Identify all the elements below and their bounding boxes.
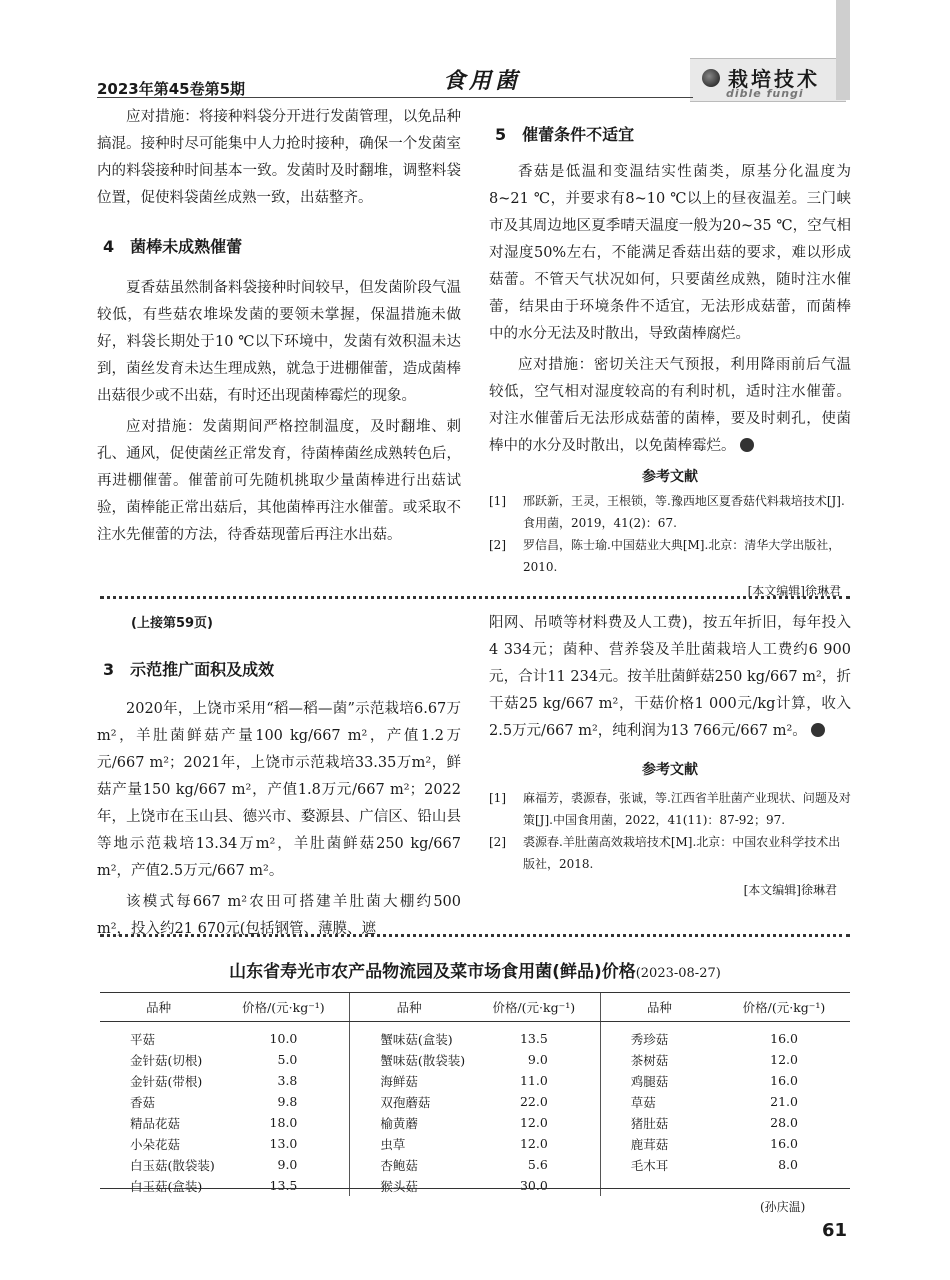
variety-name: 猴头菇: [350, 1175, 468, 1196]
reference-number: [2]: [489, 538, 506, 552]
continued-from-note: (上接第59页): [131, 616, 213, 631]
price-table-title: [100, 957, 850, 982]
table-row: [100, 1022, 850, 1050]
section-3-heading: 3 示范推广面积及成效: [103, 660, 275, 679]
table-credit: (孙庆温): [760, 1200, 806, 1214]
variety-price: 12.0: [770, 1052, 798, 1067]
reference-text: 罗信昌，陈士瑜.中国菇业大典[M].北京：清华大学出版社，2010.: [523, 538, 841, 574]
price-table: [100, 992, 850, 1196]
variety-price: 16.0: [770, 1136, 798, 1151]
header-rule: [97, 97, 693, 98]
variety-name: 香菇: [130, 1094, 156, 1110]
variety-price: 9.0: [527, 1052, 548, 1067]
variety-price: 16.0: [770, 1031, 798, 1046]
reference-number: [1]: [489, 494, 506, 508]
editor-note: [本文编辑]徐琳君: [747, 584, 841, 598]
col-price-header: 价格/(元·kg⁻¹): [217, 993, 350, 1022]
variety-name: 毛木耳: [600, 1154, 718, 1175]
price-table-date: (2023-08-27): [635, 966, 721, 981]
mushroom-logo-icon: [702, 69, 720, 87]
variety-price: 30.0: [519, 1178, 548, 1193]
end-mark-icon: [740, 438, 754, 452]
editor-note: [本文编辑]徐琳君: [743, 883, 837, 897]
table-row: [100, 1049, 850, 1070]
left-top-paragraph-2: 夏香菇虽然制备料袋接种时间较早，但发菌阶段气温较低，有些菇农堆垛发菌的要领未掌握，保温措施未做好，料袋长期处于10 ℃以下环境中，发菌有效积温未达到，菌丝发育未达生理成熟，就急于进棚催蕾，造成菌棒出菇很少或不出菇，有时还出现菌棒霉烂的现象。: [97, 280, 461, 404]
variety-name: 精品花菇: [130, 1115, 181, 1131]
col-name-header: 品种: [600, 993, 718, 1022]
reference-number: [2]: [489, 835, 506, 849]
section-4-heading: 4 菌棒未成熟催蕾: [103, 237, 243, 256]
dotted-divider: [100, 596, 850, 599]
column-edge-bar: [836, 0, 850, 100]
variety-price: 12.0: [519, 1115, 548, 1130]
variety-name: 杏鲍菇: [350, 1154, 468, 1175]
column-title: 栽培技术: [728, 67, 820, 91]
variety-name: 虫草: [350, 1133, 468, 1154]
section-5-heading: 5 催蕾条件不适宜: [495, 125, 635, 144]
variety-name: 秀珍菇: [600, 1022, 718, 1050]
left-bottom-paragraph-2: 该模式每667 m²农田可搭建羊肚菌大棚约500 m²，投入约21 670元(包括钢管、薄膜、遮: [97, 894, 461, 937]
variety-price: 16.0: [770, 1073, 798, 1088]
variety-price: 5.6: [527, 1157, 548, 1172]
variety-name: 小朵花菇: [130, 1136, 181, 1152]
reference-item: [489, 787, 851, 831]
variety-name: 金针菇(切根): [130, 1052, 203, 1068]
variety-name: [600, 1175, 718, 1196]
col-name-header: 品种: [350, 993, 468, 1022]
variety-name: 鹿茸菇: [600, 1133, 718, 1154]
references-title: 参考文献: [642, 469, 698, 485]
variety-name: 金针菇(带根): [130, 1073, 203, 1089]
variety-name: 海鲜菇: [350, 1070, 468, 1091]
page-number: 61: [822, 1220, 848, 1241]
variety-name: 平菇: [130, 1031, 156, 1047]
variety-price: 22.0: [519, 1094, 548, 1109]
variety-name: 双孢蘑菇: [350, 1091, 468, 1112]
variety-name: 蟹味菇(盒装): [350, 1022, 468, 1050]
col-name-header: 品种: [100, 993, 217, 1022]
variety-name: 茶树菇: [600, 1049, 718, 1070]
variety-name: 白玉菇(散袋装): [130, 1157, 215, 1173]
variety-name: 榆黄蘑: [350, 1112, 468, 1133]
table-row: [100, 1133, 850, 1154]
column-badge: [690, 58, 846, 102]
variety-price: 28.0: [770, 1115, 798, 1130]
variety-name: 猪肚菇: [600, 1112, 718, 1133]
right-bottom-paragraph-1-text: 阳网、吊喷等材料费及人工费)，按五年折旧，每年投入4 334元；菌种、营养袋及羊肚菌栽培人工费约6 900元，合计11 234元。按羊肚菌鲜菇250 kg/667 m²，折干菇25 kg/667 m²，干菇价格1 000元/kg计算，收入2.5万元/667 m²，纯利润为13 766元/667 m²。: [489, 615, 851, 739]
right-top-paragraph-2-text: 应对措施：密切关注天气预报，利用降雨前后气温较低，空气相对湿度较高的有利时机，适时注水催蕾。对注水催蕾后无法形成菇蕾的菌棒，要及时刺孔，使菌棒中的水分及时散出，以免菌棒霉烂。: [489, 357, 851, 454]
left-top-paragraph-1: 应对措施：将接种料袋分开进行发菌管理，以免品种搞混。接种时尽可能集中人力抢时接种，确保一个发菌室内的料袋接种时间基本一致。发菌时及时翻堆，调整料袋位置，促使料袋菌丝成熟一致，出菇整齐。: [97, 109, 461, 206]
reference-number: [1]: [489, 791, 506, 805]
variety-price: 5.0: [277, 1052, 298, 1067]
reference-item: [489, 831, 851, 875]
left-bottom-paragraph-1: 2020年，上饶市采用“稻—稻—菌”示范栽培6.67万m²，羊肚菌鲜菇产量100 kg/667 m²，产值1.2万元/667 m²；2021年，上饶市示范栽培33.35万m²，鲜菇产量150 kg/667 m²，产值1.8万元/667 m²；2022年，上饶市在玉山县、德兴市、婺源县、广信区、铅山县等地示范栽培13.34万m²，羊肚菌鲜菇250 kg/667 m²，产值2.5万元/667 m²。: [97, 701, 461, 879]
col-price-header: 价格/(元·kg⁻¹): [468, 993, 601, 1022]
right-top-paragraph-2: [489, 352, 851, 460]
price-table-heading: 山东省寿光市农产品物流园及菜市场食用菌(鲜品)价格: [229, 962, 636, 982]
variety-price: 9.8: [277, 1094, 298, 1109]
variety-price: 13.5: [269, 1178, 298, 1193]
table-row: [100, 1070, 850, 1091]
table-row: [100, 1154, 850, 1175]
table-row: [100, 1175, 850, 1196]
table-bottom-rule: [100, 1188, 850, 1189]
variety-name: 鸡腿菇: [600, 1070, 718, 1091]
right-bottom-paragraph-1: [489, 610, 851, 745]
variety-name: 蟹味菇(散袋装): [350, 1049, 468, 1070]
reference-item: [489, 534, 851, 578]
variety-price: 12.0: [519, 1136, 548, 1151]
variety-price: 13.5: [519, 1031, 548, 1046]
table-row: [100, 1112, 850, 1133]
end-mark-icon: [811, 723, 825, 737]
variety-price: 8.0: [778, 1157, 798, 1172]
col-price-header: 价格/(元·kg⁻¹): [718, 993, 850, 1022]
column-subtitle: dible fungi: [726, 87, 804, 100]
variety-price: 21.0: [770, 1094, 798, 1109]
reference-text: 裘源春.羊肚菌高效栽培技术[M].北京：中国农业科学技术出版社，2018.: [523, 835, 841, 871]
variety-name: 白玉菇(盒装): [130, 1178, 203, 1194]
variety-price: 10.0: [269, 1031, 298, 1046]
variety-name: 草菇: [600, 1091, 718, 1112]
reference-text: 麻福芳，裘源春，张诚，等.江西省羊肚菌产业现状、问题及对策[J].中国食用菌，2022，41(11)：87-92；97.: [523, 791, 851, 827]
reference-text: 邢跃新，王灵，王根锁，等.豫西地区夏香菇代料栽培技术[J].食用菌，2019，41(2)：67.: [523, 494, 845, 530]
left-top-paragraph-3: 应对措施：发菌期间严格控制温度，及时翻堆、刺孔、通风，促使菌丝正常发育，待菌棒菌丝成熟转色后，再进棚催蕾。催蕾前可先随机挑取少量菌棒进行出菇试验，菌棒能正常出菇后，其他菌棒再注水催蕾。或采取不注水先催蕾的方法，待香菇现蕾后再注水出菇。: [97, 419, 461, 543]
issue-label: 2023年第45卷第5期: [97, 80, 246, 98]
reference-item: [489, 490, 851, 534]
variety-price: 18.0: [269, 1115, 298, 1130]
variety-price: [718, 1175, 850, 1196]
table-header-row: [100, 993, 850, 1022]
right-top-paragraph-1: 香菇是低温和变温结实性菌类，原基分化温度为8~21 ℃，并要求有8~10 ℃以上的昼夜温差。三门峡市及其周边地区夏季晴天温度一般为20~35 ℃，空气相对湿度50%左右，不能满足香菇出菇的要求，难以形成菇蕾。不管天气状况如何，只要菌丝成熟，随时注水催蕾，结果由于环境条件不适宜，无法形成菇蕾，而菌棒中的水分无法及时散出，导致菌棒腐烂。: [489, 164, 851, 342]
variety-price: 9.0: [277, 1157, 298, 1172]
variety-price: 13.0: [269, 1136, 298, 1151]
references-title: 参考文献: [642, 762, 698, 778]
variety-price: 3.8: [277, 1073, 298, 1088]
table-row: [100, 1091, 850, 1112]
variety-price: 11.0: [519, 1073, 548, 1088]
journal-logo: 食用菌: [443, 68, 522, 94]
dotted-divider: [100, 934, 850, 937]
